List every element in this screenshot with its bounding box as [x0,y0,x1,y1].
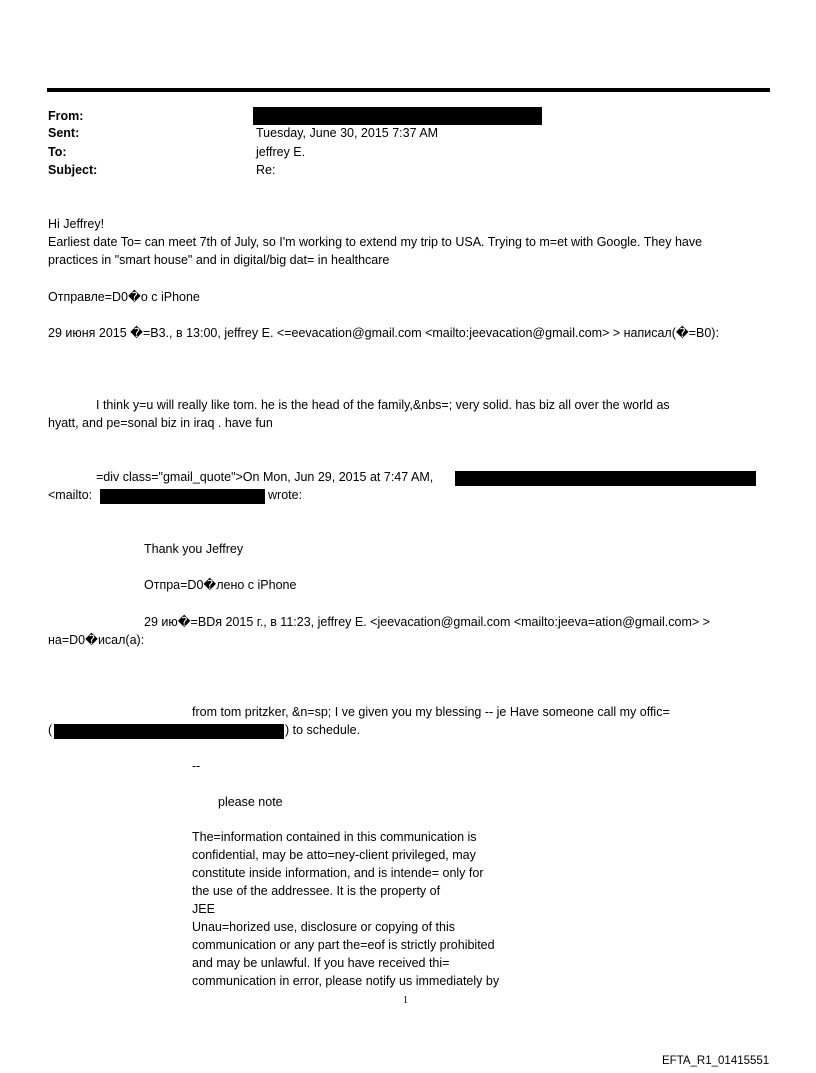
quote2-redaction-2 [100,489,265,504]
quote3-line1: from tom pritzker, &n=sp; I ve given you my blessing -- je Have someone call my offic= [192,705,670,719]
sent-label: Sent: [48,126,80,140]
subject-value: Re: [256,163,276,177]
disclaimer-line: JEE [192,902,215,916]
subject-label: Subject: [48,163,98,177]
disclaimer-line: constitute inside information, and is intende= only for [192,866,484,880]
from-redaction [253,107,542,125]
disclaimer-line: and may be unlawful. If you have received thi= [192,956,450,970]
page-number: 1 [403,995,408,1006]
greeting: Hi Jeffrey! [48,217,105,231]
header-rule [47,88,770,92]
reply-header-2-line1: 29 ию�=BDя 2015 г., в 11:23, jeffrey E. <jeevacation@gmail.com <mailto:jeeva=ation@gmail.com> > [144,615,710,629]
para1-line1: Earliest date To= can meet 7th of July, so I'm working to extend my trip to USA. Trying to m=et with Google. They have [48,235,703,249]
quote2-redaction-1 [455,471,756,486]
thanks-line: Thank you Jeffrey [144,542,244,556]
quote1-line2: hyatt, and pe=sonal biz in iraq . have fun [48,416,273,430]
para1-line2: practices in "smart house" and in digital/big dat= in healthcare [48,253,390,267]
quote2-line1: =div class="gmail_quote">On Mon, Jun 29, 2015 at 7:47 AM, [96,470,434,484]
disclaimer-line: the use of the addressee. It is the property of [192,884,441,898]
sent-from-iphone-1: Отправле=D0�о с iPhone [48,290,200,304]
quote2-wrote: wrote: [268,488,303,502]
disclaimer-line: Unau=horized use, disclosure or copying of this [192,920,455,934]
document-id-footer: EFTA_R1_01415551 [662,1055,770,1067]
reply-header-1: 29 июня 2015 �=B3., в 13:00, jeffrey E. <=eevacation@gmail.com <mailto:jeevacation@gmail.com> > написал(�=B0): [48,326,719,340]
disclaimer-line: communication or any part the=eof is strictly prohibited [192,938,495,952]
please-note: please note [218,795,283,809]
quote1-line1: I think y=u will really like tom. he is the head of the family,&nbs=; very solid. has biz all over the world as [96,398,670,412]
reply-header-2-line2: на=D0�исал(а): [48,633,145,647]
signature-dash: -- [192,759,201,773]
from-label: From: [48,109,84,123]
phone-redaction [54,724,284,739]
to-value: jeffrey E. [256,145,306,159]
disclaimer-line: communication in error, please notify us immediately by [192,974,500,988]
to-label: To: [48,145,67,159]
disclaimer-line: confidential, may be atto=ney-client privileged, may [192,848,476,862]
quote3-paren: ( [48,723,53,737]
disclaimer-line: The=information contained in this communication is [192,830,477,844]
quote2-mailto: <mailto: [48,488,93,502]
quote3-schedule: ) to schedule. [285,723,361,737]
sent-from-iphone-2: Отпра=D0�лено с iPhone [144,578,297,592]
sent-value: Tuesday, June 30, 2015 7:37 AM [256,126,439,140]
